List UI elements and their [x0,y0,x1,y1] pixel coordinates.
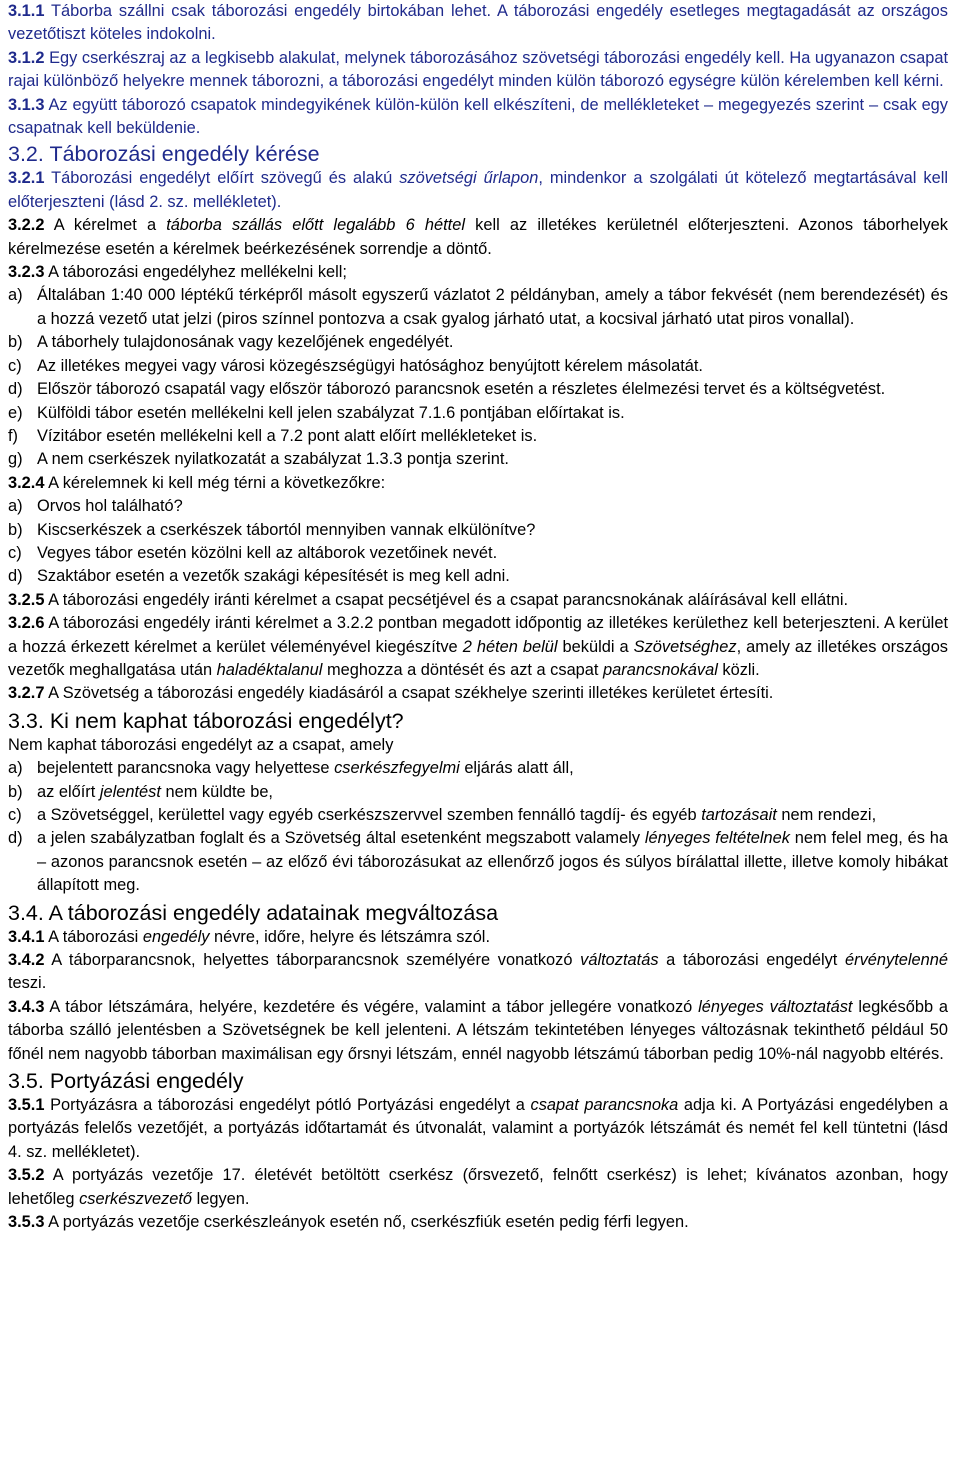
emphasis: 2 héten belül [462,637,558,656]
list-item [8,565,948,588]
list-item-text: bejelentett parancsnoka vagy helyettese cserkészfegyelmi eljárás alatt áll, [37,759,574,778]
list-item-text: Orvos hol található? [37,497,183,516]
list-item-text: Vegyes tábor esetén közölni kell az altáborok vezetőinek nevét. [37,543,498,562]
paragraph: 3.2.3 A táborozási engedélyhez mellékelni kell; [8,263,347,282]
list-item-label: e) [8,403,23,422]
section-heading: 3.2. Táborozási engedély kérése [8,142,320,167]
list-item-label: d) [8,380,23,399]
section-heading: 3.3. Ki nem kaphat táborozási engedélyt? [8,708,404,733]
list-item-text: Általában 1:40 000 léptékű térképről másolt egyszerű vázlatot 2 példányban, amely a tábor fekvését (nem berendezését) és a hozzá vezető utat jelzi (piros színnel pontozva a csak gyalog járható utat, a kocsival járható utat piros vonallal). [37,286,948,328]
emphasis: változtatás [580,951,659,970]
section-number: 3.2.2 [8,216,45,235]
paragraph: 3.2.2 A kérelmet a táborba szállás előtt legalább 6 héttel kell az illetékes kerületnél előterjeszteni. Azonos táborhelyek kérelmezése esetén a kérelmek beérkezésének sorrendje a döntő. [8,216,948,258]
paragraph: 3.4.2 A táborparancsnok, helyettes táborparancsnok személyére vonatkozó változtatás a táborozási engedélyt érvénytelenné teszi. [8,951,948,993]
paragraph: 3.5.1 Portyázásra a táborozási engedélyt pótló Portyázási engedélyt a csapat parancsnoka adja ki. A Portyázási engedélyben a portyázás felelős vezetőjét, a portyázás időtartamát és útvonalát, valamint a portyázók létszámát és nemét fel kell tüntetni (lásd 4. sz. mellékletet). [8,1096,948,1161]
emphasis: cserkészfegyelmi [334,759,460,778]
emphasis: haladéktalanul [216,660,323,679]
section-number: 3.4.1 [8,927,45,946]
list-item [8,284,948,331]
paragraph: 3.1.2 Egy cserkészraj az a legkisebb alakulat, melynek táborozásához szövetségi táborozási engedély kell. Ha ugyanazon csapat rajai különböző helyekre mennek táborozni, a táborozási engedélyt minden külön táborozó egységre külön kérelemben kell kérni. [8,48,948,91]
list-item-text: Vízitábor esetén mellékelni kell a 7.2 pont alatt előírt mellékleteket is. [37,426,538,445]
section-number: 3.2.7 [8,684,45,703]
list-item-text: Kiscserkészek a cserkészek tábortól mennyiben vannak elkülönítve? [37,520,536,539]
paragraph: 3.1.1 Táborba szállni csak táborozási engedély birtokában lehet. A táborozási engedély esetleges megtagadását az országos vezetőtiszt köteles indokolni. [8,2,948,44]
list-item [8,448,948,471]
section-number: 3.5.3 [8,1213,45,1232]
section-heading: 3.5. Portyázási engedély [8,1069,244,1094]
paragraph: 3.1.3 Az együtt táborozó csapatok mindegyikének külön-külön kell elkészíteni, de mellékleteket – megegyezés szerint – csak egy csapatnak kell beküldenie. [8,95,948,138]
list-item-label: c) [8,543,22,562]
section-number: 3.2.3 [8,263,45,282]
paragraph: 3.5.2 A portyázás vezetője 17. életévét betöltött cserkész (őrsvezető, felnőtt cserkész) is lehet; kívánatos azonban, hogy lehetőleg cserkészvezető legyen. [8,1166,948,1208]
section-number: 3.1.2 [8,48,45,67]
list-item [8,519,948,542]
list-item-text: Szaktábor esetén a vezetők szakági képesítését is meg kell adni. [37,567,510,586]
emphasis: parancsnokával [603,660,718,679]
list-item [8,355,948,378]
list-item-label: c) [8,806,22,824]
emphasis: szövetségi űrlapon [399,169,539,188]
list-item-text: a Szövetséggel, kerülettel vagy egyéb cserkészszervvel szemben fennálló tagdíj- és egyéb tartozásait nem rendezi, [37,806,877,824]
list-item [8,402,948,425]
list-item-label: a) [8,497,23,516]
paragraph: 3.2.4 A kérelemnek ki kell még térni a következőkre: [8,473,386,492]
list-item-label: f) [8,426,19,445]
section-number: 3.1.1 [8,2,45,20]
emphasis: engedély [142,927,210,946]
section-number: 3.2.5 [8,590,45,609]
list-item-label: b) [8,520,23,539]
list-item [8,378,948,401]
section-number: 3.2.4 [8,473,45,492]
list-item [8,757,948,780]
emphasis: Szövetséghez [633,637,737,656]
list-item [8,827,948,897]
list-item-label: b) [8,333,23,352]
section-number: 3.5.2 [8,1166,45,1185]
emphasis: érvénytelenné [845,951,948,970]
emphasis: csapat parancsnoka [530,1096,679,1115]
list-item-text: az előírt jelentést nem küldte be, [37,782,273,801]
section-number: 3.5.1 [8,1096,45,1115]
list-item-label: c) [8,356,22,375]
list-item-label: d) [8,567,23,586]
paragraph: 3.5.3 A portyázás vezetője cserkészleányok esetén nő, cserkészfiúk esetén pedig férfi legyen. [8,1213,689,1232]
section-number: 3.4.3 [8,997,45,1016]
list-item-label: d) [8,829,23,848]
list-item [8,425,948,448]
list-item [8,542,948,565]
section-number: 3.1.3 [8,95,45,114]
paragraph: 3.4.1 A táborozási engedély névre, időre, helyre és létszámra szól. [8,927,490,946]
paragraph: 3.2.5 A táborozási engedély iránti kérelmet a csapat pecsétjével és a csapat parancsnokának aláírásával kell ellátni. [8,590,849,609]
paragraph: 3.2.6 A táborozási engedély iránti kérelmet a 3.2.2 pontban megadott időpontig az illetékes kerülethez kell beterjeszteni. A kerület a hozzá érkezett kérelmet a kerület véleményével kiegészítve 2 héten belül beküldi a Szövetséghez, amely az illetékes országos vezetők meghallgatása után haladéktalanul meghozza a döntését és azt a csapat parancsnokával közli. [8,614,949,679]
list-item-label: a) [8,286,23,305]
paragraph: Nem kaphat táborozási engedélyt az a csapat, amely [8,735,394,754]
list-item [8,331,948,354]
list-item [8,495,948,518]
paragraph: 3.4.3 A tábor létszámára, helyére, kezdetére és végére, valamint a tábor jellegére vonatkozó lényeges változtatást legkésőbb a táborba szálló jelentésben a Szövetségnek be kell jelenteni. A létszám tekintetében lényeges változásnak tekinthető például 50 főnél nem nagyobb táborban maximálisan egy őrsnyi létszám, ennél nagyobb létszámú táborban pedig 10%-nál nagyobb eltérés. [8,997,949,1063]
list-item-label: a) [8,759,23,778]
section-number: 3.4.2 [8,951,45,970]
list-item-text: a jelen szabályzatban foglalt és a Szövetség által esetenként megszabott valamely lényeges feltételnek nem felel meg, és ha – azonos parancsnok esetén – az előző évi táborozásukat az ellenőrző jogos és súlyos bírálattal illette, illetve komoly hibákat állapított meg. [37,829,948,895]
list-item-text: A táborhely tulajdonosának vagy kezelőjének engedélyét. [37,333,454,352]
list-item-label: g) [8,450,23,469]
list-item-text: Külföldi tábor esetén mellékelni kell jelen szabályzat 7.1.6 pontjában előírtakat is. [37,403,625,422]
list-item [8,804,948,827]
list-item-text: Az illetékes megyei vagy városi közegészségügyi hatósághoz benyújtott kérelem másolatát. [37,356,703,375]
list-item [8,781,948,804]
emphasis: tartozásait [701,806,777,824]
emphasis: lényeges feltételnek [644,829,790,848]
section-heading: 3.4. A táborozási engedély adatainak megváltozása [8,900,499,925]
paragraph: 3.2.7 A Szövetség a táborozási engedély kiadásáról a csapat székhelye szerinti illetékes kerületet értesíti. [8,684,774,703]
emphasis: cserkészvezető [79,1189,193,1208]
list-item-text: A nem cserkészek nyilatkozatát a szabályzat 1.3.3 pontja szerint. [37,450,509,469]
emphasis: lényeges változtatást [698,997,853,1016]
list-item-label: b) [8,782,23,801]
section-number: 3.2.6 [8,614,45,633]
emphasis: jelentést [99,782,161,801]
section-number: 3.2.1 [8,169,45,188]
paragraph: 3.2.1 Táborozási engedélyt előírt szövegű és alakú szövetségi űrlapon, mindenkor a szolgálati út kötelező megtartásával kell előterjeszteni (lásd 2. sz. mellékletet). [8,169,949,211]
emphasis: táborba szállás előtt legalább 6 héttel [166,216,465,235]
list-item-text: Először táborozó csapatál vagy először táborozó parancsnok esetén a részletes élelmezési tervet és a költségvetést. [37,380,886,399]
